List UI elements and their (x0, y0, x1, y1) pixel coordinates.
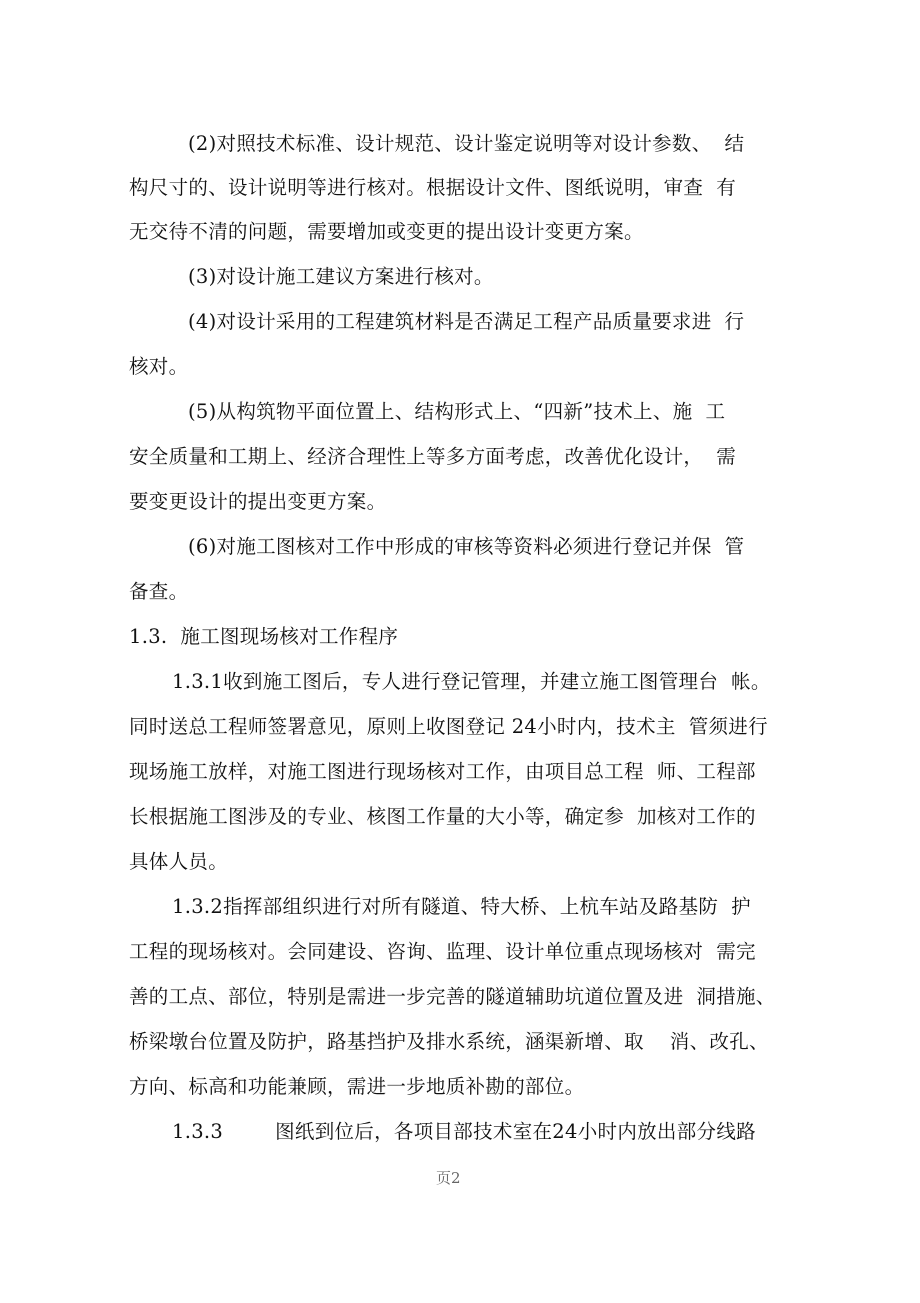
text-line: 善的工点、部位，特别是需进一步完善的隧道辅助坑道位置及进 洞措施、 (129, 985, 776, 1008)
text-line: 安全质量和工期上、经济合理性上等多方面考虑，改善优化设计， 需 (129, 445, 736, 468)
text-line: 1.3.2指挥部组织进行对所有隧道、特大桥、上杭车站及路基防 护 (172, 895, 751, 918)
text-line: 长根据施工图涉及的专业、核图工作量的大小等，确定参 加核对工作的 (129, 805, 756, 828)
text-line: (3)对设计施工建议方案进行核对。 (188, 265, 494, 288)
text-line: 备查。 (129, 580, 189, 603)
text-line: 同时送总工程师签署意见，原则上收图登记 24小时内，技术主 管须进行 (129, 715, 768, 738)
section-heading: 1.3. 施工图现场核对工作程序 (129, 625, 399, 648)
text-line: 构尺寸的、设计说明等进行核对。根据设计文件、图纸说明，审查 有 (129, 176, 736, 199)
text-line: 要变更设计的提出变更方案。 (129, 490, 387, 513)
text-line: 1.3.3 图纸到位后，各项目部技术室在24小时内放出部分线路 (172, 1120, 756, 1143)
text-line: 核对。 (129, 355, 189, 378)
page-number: 页2 (436, 1169, 461, 1187)
text-line: 无交待不清的问题，需要增加或变更的提出设计变更方案。 (129, 220, 644, 243)
text-line: 具体人员。 (129, 850, 229, 873)
text-line: (5)从构筑物平面位置上、结构形式上、“四新”技术上、施 工 (188, 400, 726, 423)
text-line: (4)对设计采用的工程建筑材料是否满足工程产品质量要求进 行 (188, 310, 745, 333)
text-line: 1.3.1收到施工图后，专人进行登记管理，并建立施工图管理台 帐。 (172, 670, 771, 693)
text-line: 桥梁墩台位置及防护，路基挡护及排水系统，涵渠新增、取 消、改孔、 (129, 1030, 769, 1053)
text-line: 现场施工放样，对施工图进行现场核对工作，由项目总工程 师、工程部 (129, 760, 756, 783)
text-line: 方向、标高和功能兼顾，需进一步地质补勘的部位。 (129, 1075, 585, 1098)
text-line: (6)对施工图核对工作中形成的审核等资料必须进行登记并保 管 (188, 535, 745, 558)
text-line: 工程的现场核对。会同建设、咨询、监理、设计单位重点现场核对 需完 (129, 940, 756, 963)
text-line: (2)对照技术标准、设计规范、设计鉴定说明等对设计参数、 结 (188, 132, 745, 155)
